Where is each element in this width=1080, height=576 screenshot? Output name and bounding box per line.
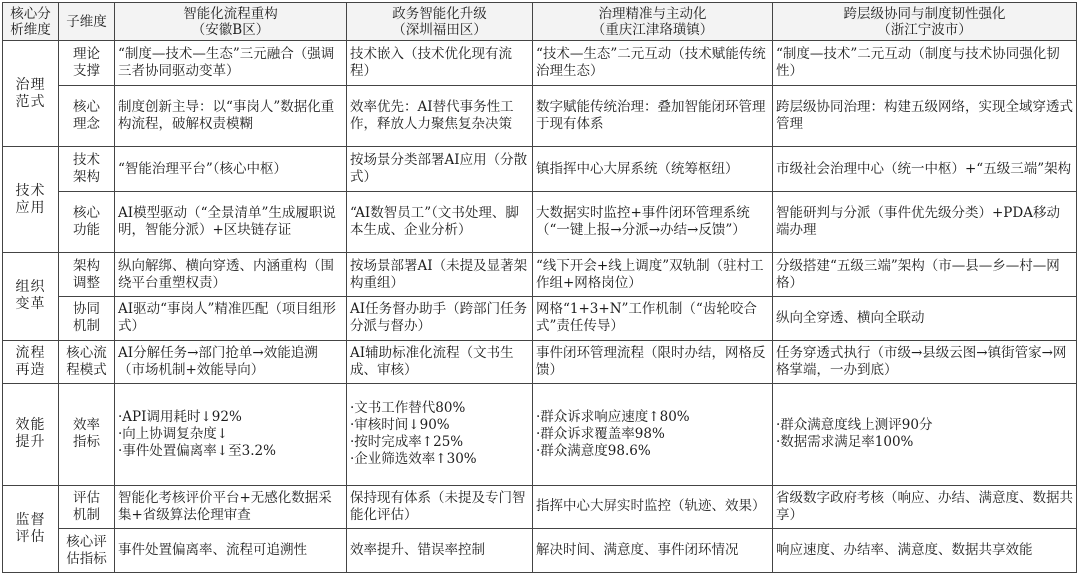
content-cell: AI模型驱动（“全景清单”生成履职说明，智能分派）+区块链存证 — [115, 191, 347, 252]
header-case-anhui: 智能化流程重构 （安徽B区） — [115, 3, 347, 41]
dimension-cell: 技术 应用 — [3, 147, 59, 253]
content-cell: 按场景部署AI（未提及显著架构重组） — [347, 253, 533, 297]
content-cell: ·API调用耗时↓92% ·向上协调复杂度↓ ·事件处置偏离率↓至3.2% — [115, 384, 347, 485]
content-cell: 分级搭建“五级三端”架构（市—县—乡—村—网格） — [773, 253, 1077, 297]
subdimension-cell: 架构 调整 — [59, 253, 115, 297]
content-cell: “AI数智员工”（文书处理、脚本生成、企业分析） — [347, 191, 533, 252]
content-cell: 网格“1+3+N”工作机制（“齿轮咬合式”责任传导） — [533, 296, 773, 340]
content-cell: 省级数字政府考核（响应、办结、满意度、数据共享） — [773, 485, 1077, 529]
content-cell: “制度—技术—生态”三元融合（强调三者协同驱动变革） — [115, 41, 347, 86]
content-cell: 解决时间、满意度、事件闭环情况 — [533, 529, 773, 573]
content-cell: 制度创新主导：以“事岗人”数据化重构流程，破解权责模糊 — [115, 85, 347, 146]
header-subdimension: 子维度 — [59, 3, 115, 41]
comparison-table-page — [2, 2, 1077, 573]
content-cell: “线下开会+线上调度”双轨制（驻村工作组+网格岗位） — [533, 253, 773, 297]
content-cell: ·文书工作替代80% ·审核时间↓90% ·按时完成率↑25% ·企业筛选效率↑30% — [347, 384, 533, 485]
content-cell: 响应速度、办结率、满意度、数据共享效能 — [773, 529, 1077, 573]
content-cell: “技术—生态”二元互动（技术赋能传统治理生态） — [533, 41, 773, 86]
content-cell: AI辅助标准化流程（文书生成、审核） — [347, 340, 533, 384]
content-cell: 任务穿透式执行（市级→县级云图→镇街管家→网格掌端，一办到底） — [773, 340, 1077, 384]
table-row — [3, 485, 1077, 529]
content-cell: 纵向全穿透、横向全联动 — [773, 296, 1077, 340]
table-row — [3, 41, 1077, 86]
table-row — [3, 253, 1077, 297]
table-row — [3, 340, 1077, 384]
content-cell: AI任务督办助手（跨部门任务分派与督办） — [347, 296, 533, 340]
subdimension-cell: 核心流 程模式 — [59, 340, 115, 384]
subdimension-cell: 核心 功能 — [59, 191, 115, 252]
content-cell: AI驱动“事岗人”精准匹配（项目组形式） — [115, 296, 347, 340]
subdimension-cell: 协同 机制 — [59, 296, 115, 340]
content-cell: 效率提升、错误率控制 — [347, 529, 533, 573]
content-cell: 镇指挥中心大屏系统（统筹枢纽） — [533, 147, 773, 192]
table-row — [3, 384, 1077, 485]
subdimension-cell: 理论 支撑 — [59, 41, 115, 86]
content-cell: AI分解任务→部门抢单→效能追溯（市场机制+效能导向） — [115, 340, 347, 384]
content-cell: 跨层级协同治理：构建五级网络，实现全域穿透式管理 — [773, 85, 1077, 146]
content-cell: “智能治理平台”（核心中枢） — [115, 147, 347, 192]
content-cell: 保持现有体系（未提及专门智能化评估） — [347, 485, 533, 529]
subdimension-cell: 技术 架构 — [59, 147, 115, 192]
governance-comparison-table — [2, 2, 1077, 573]
table-row — [3, 85, 1077, 146]
content-cell: 数字赋能传统治理：叠加智能闭环管理于现有体系 — [533, 85, 773, 146]
content-cell: 事件闭环管理流程（限时办结，网格反馈） — [533, 340, 773, 384]
content-cell: ·群众满意度线上测评90分 ·数据需求满足率100% — [773, 384, 1077, 485]
content-cell: 大数据实时监控+事件闭环管理系统（“一键上报→分派→办结→反馈”） — [533, 191, 773, 252]
content-cell: 智能化考核评价平台+无感化数据采集+省级算法伦理审查 — [115, 485, 347, 529]
table-row — [3, 147, 1077, 192]
subdimension-cell: 核心评 估指标 — [59, 529, 115, 573]
header-case-ningbo: 跨层级协同与制度韧性强化 （浙江宁波市） — [773, 3, 1077, 41]
dimension-cell: 监督 评估 — [3, 485, 59, 572]
dimension-cell: 组织 变革 — [3, 253, 59, 340]
content-cell: 按场景分类部署AI应用（分散式） — [347, 147, 533, 192]
content-cell: ·群众诉求响应速度↑80% ·群众诉求覆盖率98% ·群众满意度98.6% — [533, 384, 773, 485]
table-body — [3, 41, 1077, 573]
subdimension-cell: 核心 理念 — [59, 85, 115, 146]
content-cell: 指挥中心大屏实时监控（轨迹、效果） — [533, 485, 773, 529]
dimension-cell: 治理 范式 — [3, 41, 59, 147]
header-case-chongqing: 治理精准与主动化 （重庆江津珞璜镇） — [533, 3, 773, 41]
content-cell: 技术嵌入（技术优化现有流程） — [347, 41, 533, 86]
content-cell: 效率优先：AI替代事务性工作，释放人力聚焦复杂决策 — [347, 85, 533, 146]
content-cell: 智能研判与分派（事件优先级分类）+PDA移动端办理 — [773, 191, 1077, 252]
header-dimension: 核心分 析维度 — [3, 3, 59, 41]
table-row — [3, 191, 1077, 252]
content-cell: “制度—技术”二元互动（制度与技术协同强化韧性） — [773, 41, 1077, 86]
content-cell: 纵向解绑、横向穿透、内涵重构（围绕平台重塑权责） — [115, 253, 347, 297]
content-cell: 市级社会治理中心（统一中枢）+“五级三端”架构 — [773, 147, 1077, 192]
table-row — [3, 529, 1077, 573]
table-row — [3, 296, 1077, 340]
subdimension-cell: 评估 机制 — [59, 485, 115, 529]
subdimension-cell: 效率 指标 — [59, 384, 115, 485]
content-cell: 事件处置偏离率、流程可追溯性 — [115, 529, 347, 573]
header-case-shenzhen: 政务智能化升级 （深圳福田区） — [347, 3, 533, 41]
dimension-cell: 流程 再造 — [3, 340, 59, 384]
dimension-cell: 效能 提升 — [3, 384, 59, 485]
header-row — [3, 3, 1077, 41]
